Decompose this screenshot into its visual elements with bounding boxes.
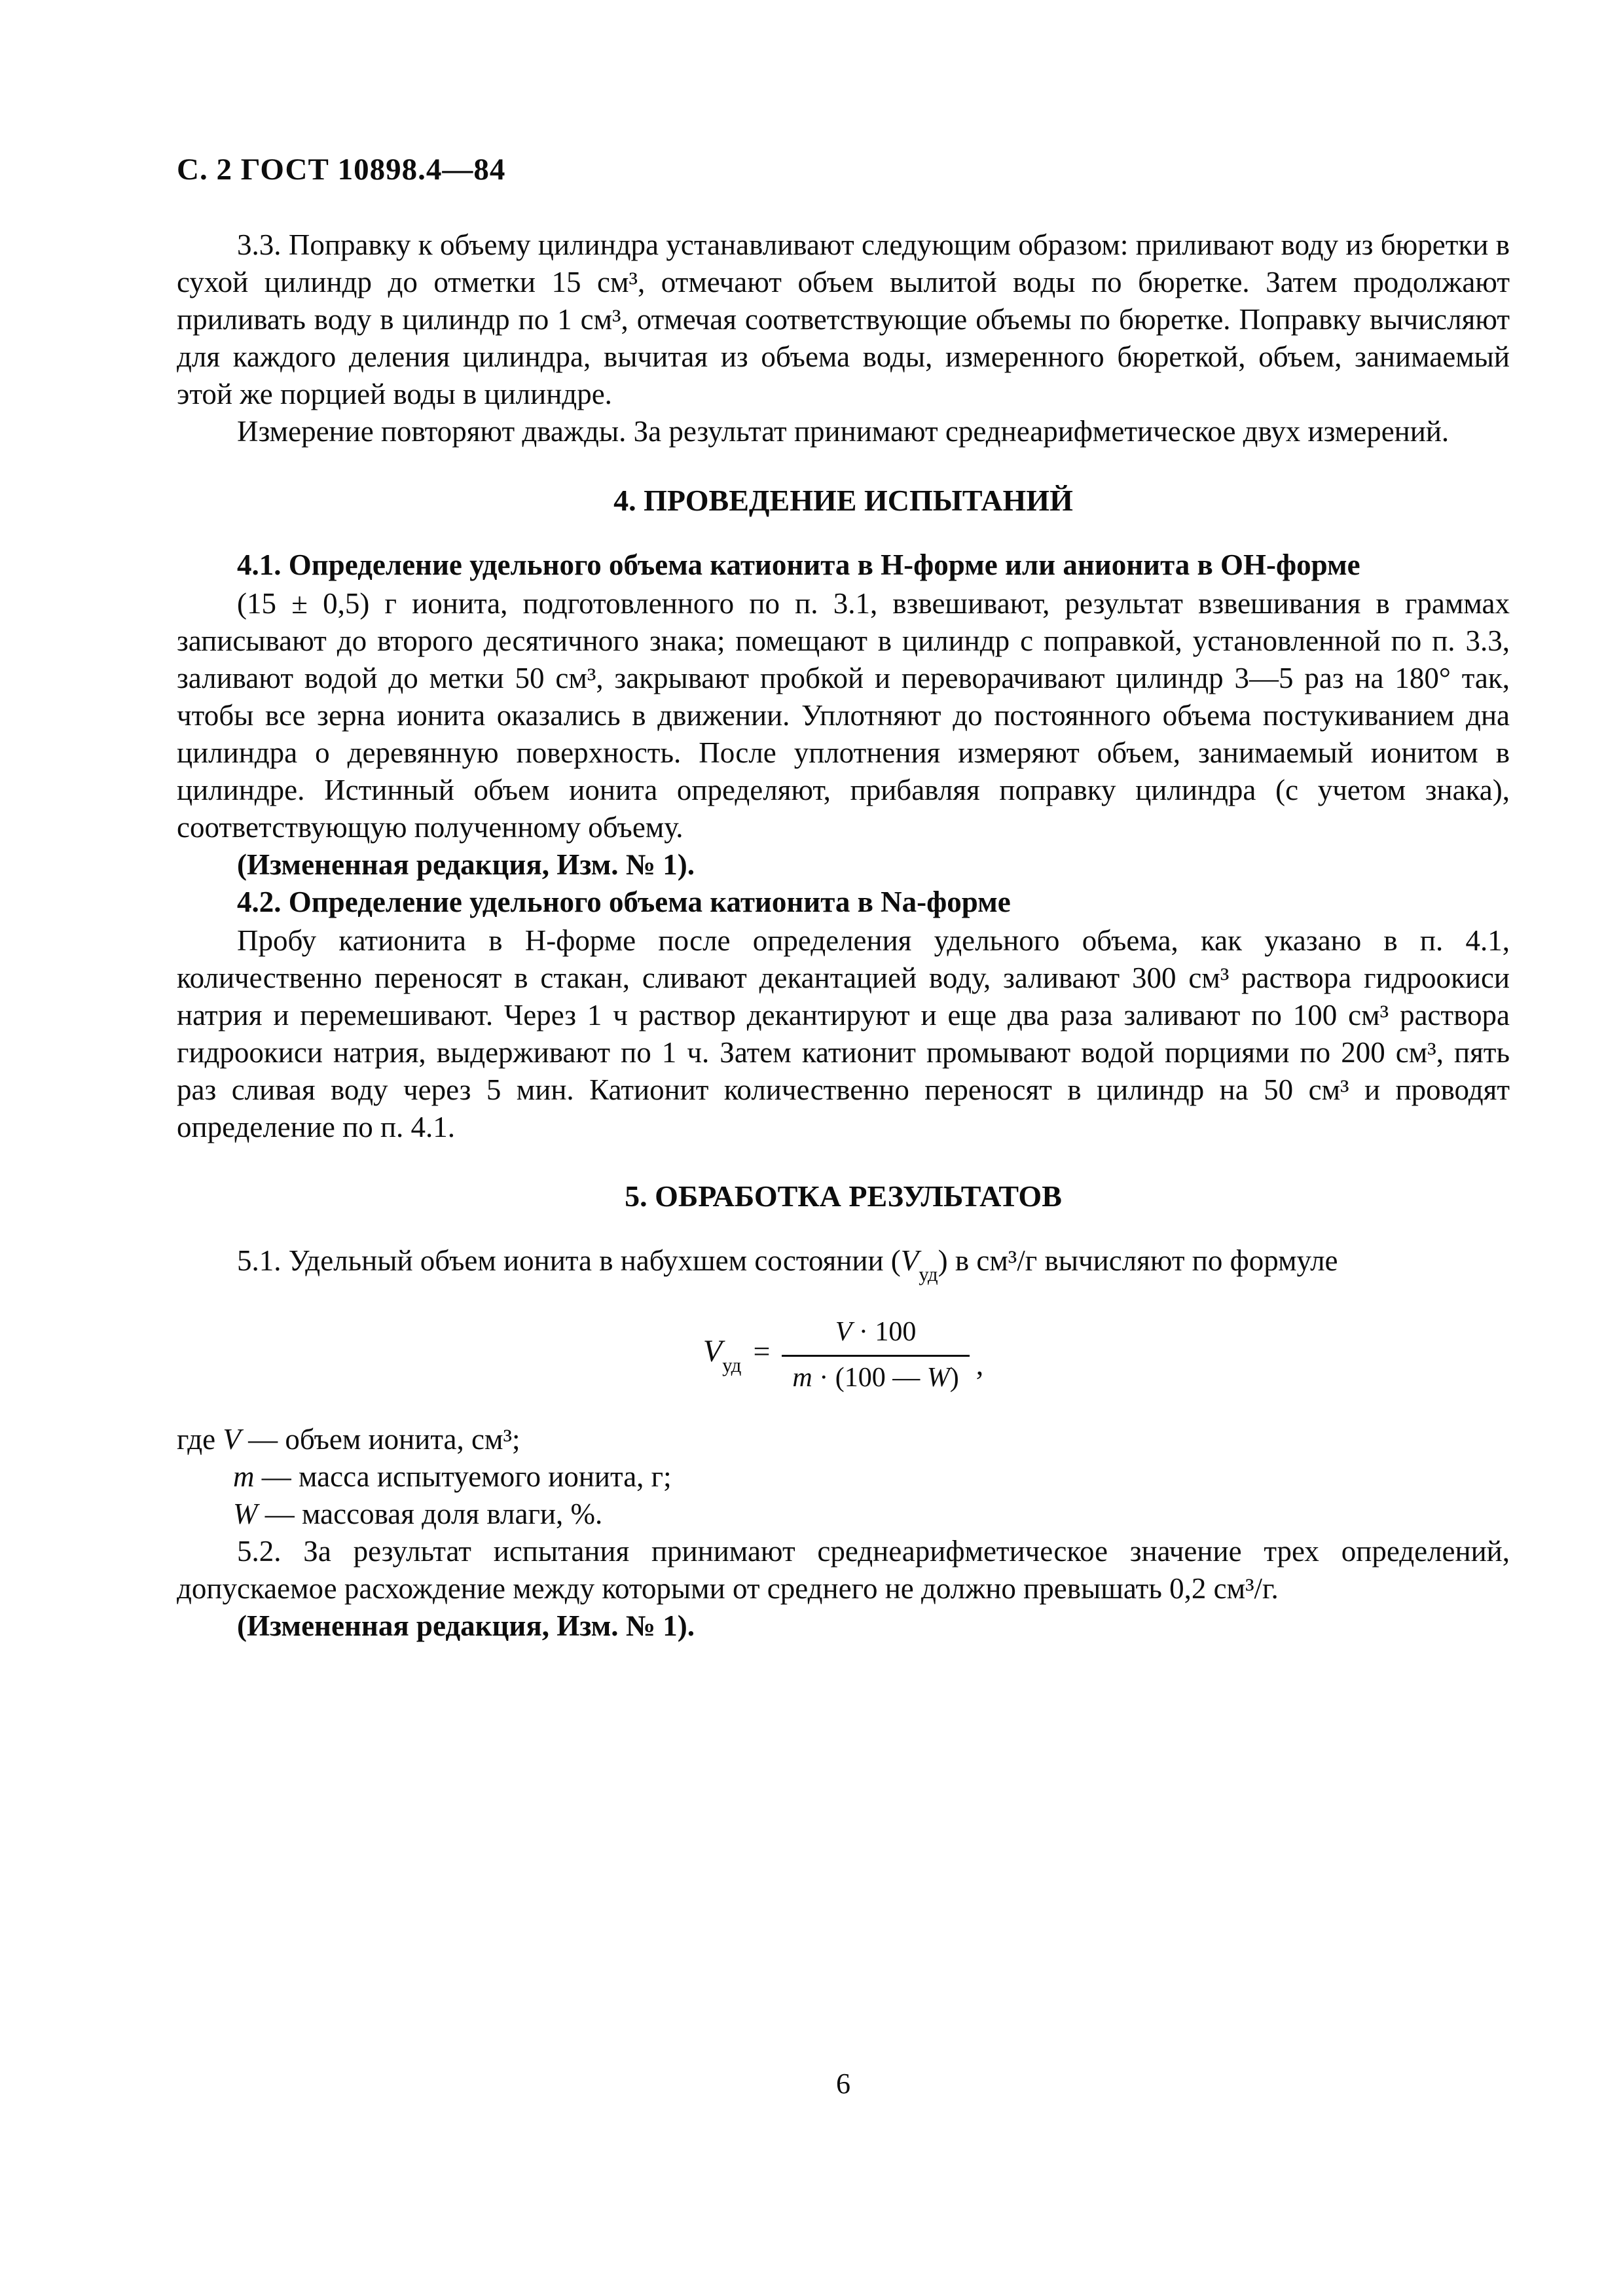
paragraph-3-3: 3.3. Поправку к объему цилиндра устанавливают следующим образом: приливают воду из бюретки в сухой цилиндр до отметки 15 см³, отмечают объем вылитой воды по бюретке. Затем продолжают приливать воду в цилиндр по 1 см³, отмечая соответствующие объемы по бюретке. Поправку вычисляют для каждого деления цилиндра, вычитая из объема воды, измеренного бюреткой, объем, занимаемый этой же порцией воды в цилиндре. xyxy=(177,228,1510,410)
p51-text-after: ) в см³/г вычисляют по формуле xyxy=(938,1244,1338,1277)
denominator-variable-m: m xyxy=(792,1362,812,1393)
formula-lhs-subscript: уд xyxy=(722,1354,742,1377)
p51-variable-v: V xyxy=(900,1244,919,1277)
numerator-constant: · 100 xyxy=(852,1317,917,1347)
where-line-v xyxy=(177,1421,1510,1458)
where-variable-v: V xyxy=(223,1423,241,1456)
where-line-w xyxy=(177,1496,1510,1533)
p51-variable-subscript: уд xyxy=(919,1263,938,1285)
numerator-variable-v: V xyxy=(835,1317,852,1347)
amendment-note-2: (Измененная редакция, Изм. № 1). xyxy=(237,1609,695,1642)
paragraph-4-1: (15 ± 0,5) г ионита, подготовленного по п. 3.1, взвешивают, результат взвешивания в граммах записывают до второго десятичного знака; помещают в цилиндр с поправкой, установленной по п. 3.3, заливают водой до метки 50 см³, закрывают пробкой и переворачивают цилиндр 3—5 раз на 180° так, чтобы все зерна ионита оказались в движении. Уплотняют до постоянного объема постукиванием дна цилиндра о деревянную поверхность. После уплотнения измеряют объем, занимаемый ионитом в цилиндре. Истинный объем ионита определяют, прибавляя поправку цилиндра (с учетом знака), соответствующую полученному объему. xyxy=(177,587,1510,844)
where-prefix: где xyxy=(177,1423,223,1456)
section-4-2-heading: 4.2. Определение удельного объема катионита в Na-форме xyxy=(237,886,1011,918)
section-5-heading: 5. ОБРАБОТКА РЕЗУЛЬТАТОВ xyxy=(625,1179,1062,1213)
paragraph-5-2: 5.2. За результат испытания принимают среднеарифметическое значение трех определений, допускаемое расхождение между которыми от среднего не должно превышать 0,2 см³/г. xyxy=(177,1535,1510,1605)
formula-equals-sign: = xyxy=(753,1335,771,1369)
formula-numerator xyxy=(782,1315,969,1357)
where-desc-w: — массовая доля влаги, %. xyxy=(257,1498,603,1530)
paragraph-4-2: Пробу катионита в Н-форме после определения удельного объема, как указано в п. 4.1, количественно переносят в стакан, сливают декантацией воду, заливают 300 см³ раствора гидроокиси натрия и перемешивают. Через 1 ч раствор декантируют и еще два раза заливают по 100 см³ раствора гидроокиси натрия, выдерживают по 1 ч. Затем катионит промывают водой порциями по 200 см³, пять раз сливая воду через 5 мин. Катионит количественно переносят в цилиндр на 50 см³ и проводят определение по п. 4.1. xyxy=(177,924,1510,1143)
page-content xyxy=(177,152,1510,1645)
denominator-variable-w: W xyxy=(926,1362,950,1393)
section-4-heading: 4. ПРОВЕДЕНИЕ ИСПЫТАНИЙ xyxy=(613,484,1073,517)
section-4-1-heading: 4.1. Определение удельного объема катионита в Н-форме или анионита в ОН-форме xyxy=(237,548,1360,581)
amendment-note-1: (Измененная редакция, Изм. № 1). xyxy=(237,848,695,881)
formula-fraction xyxy=(782,1315,969,1395)
where-variable-m: m xyxy=(233,1460,255,1493)
denominator-middle: · (100 — xyxy=(812,1362,927,1393)
formula-lhs-variable: V xyxy=(702,1334,723,1369)
running-header: С. 2 ГОСТ 10898.4—84 xyxy=(177,152,506,187)
formula-denominator xyxy=(782,1357,969,1395)
formula-specific-volume xyxy=(177,1315,1510,1395)
where-desc-v: — объем ионита, см³; xyxy=(240,1423,520,1456)
denominator-close-paren: ) xyxy=(949,1362,959,1393)
formula-trailing-comma: , xyxy=(976,1348,984,1382)
where-desc-m: — масса испытуемого ионита, г; xyxy=(254,1460,672,1493)
where-line-m xyxy=(177,1458,1510,1496)
paragraph-3-3-measurement: Измерение повторяют дважды. За результат принимают среднеарифметическое двух измерений. xyxy=(237,415,1450,448)
paragraph-5-1-intro xyxy=(177,1242,1510,1293)
p51-text-before: 5.1. Удельный объем ионита в набухшем состоянии ( xyxy=(237,1244,901,1277)
page-number: 6 xyxy=(836,2068,850,2100)
where-variable-w: W xyxy=(233,1498,258,1530)
